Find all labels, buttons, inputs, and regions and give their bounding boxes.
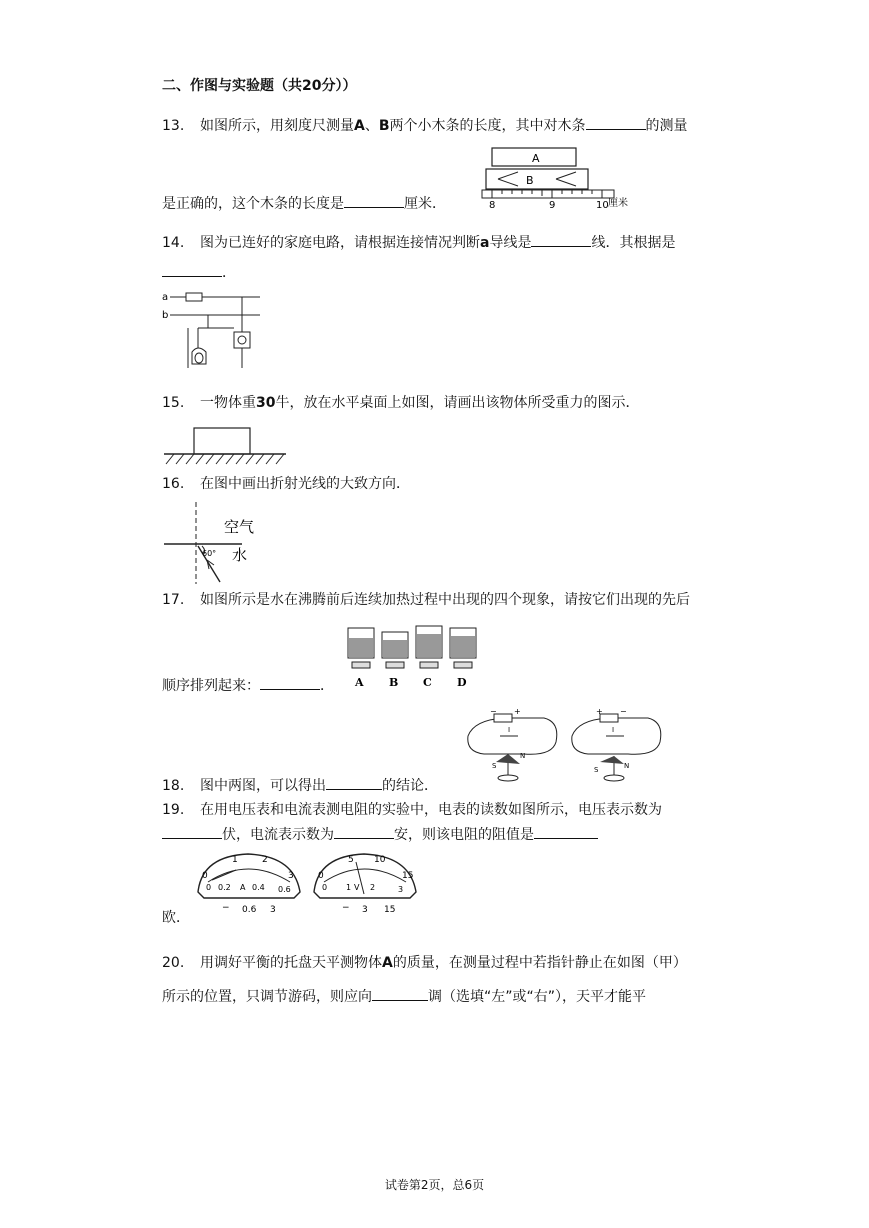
- ammeter-terminal-3: 3: [270, 905, 276, 915]
- ammeter-terminal-06: 0.6: [242, 905, 257, 915]
- question-13-line1: 13. 如图所示，用刻度尺测量A、B两个小木条的长度，其中对木条 的测量: [162, 115, 688, 136]
- question-number: 19.: [162, 802, 185, 818]
- answer-blank[interactable]: [162, 262, 222, 277]
- boiling-figure: [344, 622, 480, 690]
- answer-blank[interactable]: [260, 675, 320, 690]
- battery-minus-1: −: [490, 707, 497, 716]
- ruler-figure: [478, 144, 648, 210]
- wire-b-label: b: [162, 310, 169, 321]
- answer-blank[interactable]: [372, 986, 428, 1001]
- question-number: 17.: [162, 592, 185, 608]
- north-label-1: N: [520, 752, 526, 760]
- ammeter-top-1: 1: [232, 855, 238, 865]
- question-number: 16.: [162, 476, 185, 492]
- air-label: 空气: [224, 518, 255, 536]
- current-label-2: I: [612, 726, 615, 734]
- beaker-b-label: B: [389, 676, 399, 689]
- water-label: 水: [232, 546, 248, 564]
- beaker-c-label: C: [423, 676, 432, 689]
- wire-a-label: a: [162, 292, 169, 303]
- ruler-tick-9: 9: [549, 200, 556, 211]
- ammeter-bottom-1: 0.2: [218, 883, 231, 892]
- question-17-line1: 17. 如图所示是水在沸腾前后连续加热过程中出现的四个现象，请按它们出现的先后: [162, 592, 690, 608]
- household-circuit-figure: [160, 288, 270, 372]
- answer-blank[interactable]: [534, 824, 598, 839]
- question-13-line2: 是正确的，这个木条的长度是 厘米．: [162, 193, 446, 214]
- north-label-2: N: [624, 762, 630, 770]
- voltmeter-top-0: 0: [318, 871, 324, 881]
- angle-label: 60°: [202, 549, 217, 558]
- question-number: 13.: [162, 118, 185, 134]
- question-number: 15.: [162, 395, 185, 411]
- ruler-tick-8: 8: [489, 200, 496, 211]
- voltmeter-bottom-3: 3: [398, 885, 404, 894]
- ruler-tick-10: 10: [596, 200, 609, 211]
- ruler-unit: 厘米: [608, 198, 628, 209]
- voltmeter-top-5: 5: [348, 855, 354, 865]
- question-number: 20.: [162, 955, 185, 971]
- refraction-figure: [162, 500, 272, 588]
- ammeter-top-2: 2: [262, 855, 268, 865]
- question-17-line2: 顺序排列起来： ．: [162, 675, 334, 696]
- answer-blank[interactable]: [326, 775, 382, 790]
- bar-a-label: A: [532, 152, 540, 165]
- voltmeter-bottom-1: 1: [346, 883, 352, 892]
- beaker-d-label: D: [457, 676, 467, 689]
- voltmeter-unit: V: [354, 883, 360, 892]
- beaker-a-label: A: [355, 676, 364, 689]
- voltmeter-bottom-0: 0: [322, 883, 328, 892]
- meters-figure: [194, 850, 434, 916]
- ammeter-bottom-3: 0.4: [252, 883, 265, 892]
- current-label-1: I: [508, 726, 511, 734]
- ammeter-top-0: 0: [202, 871, 208, 881]
- south-label-2: S: [594, 766, 599, 774]
- voltmeter-top-10: 10: [374, 855, 386, 865]
- ammeter-bottom-4: 0.6: [278, 885, 291, 894]
- question-19-line2: 伏，电流表示数为 安，则该电阻的阻值是: [162, 824, 598, 845]
- question-14-line1: 14. 图为已连好的家庭电路，请根据连接情况判断a导线是 线．其根据是: [162, 232, 675, 253]
- voltmeter-bottom-2: 2: [370, 883, 376, 892]
- voltmeter-terminal-neg: −: [342, 903, 350, 913]
- question-19-line1: 19. 在用电压表和电流表测电阻的实验中，电表的读数如图所示，电压表示数为: [162, 802, 662, 818]
- ammeter-terminal-neg: −: [222, 903, 230, 913]
- bar-b-label: B: [526, 174, 534, 187]
- answer-blank[interactable]: [586, 115, 646, 130]
- section-title: 二、作图与实验题（共20分））: [162, 78, 357, 94]
- battery-plus-2: +: [596, 707, 603, 716]
- question-16-line1: 16. 在图中画出折射光线的大致方向．: [162, 476, 410, 492]
- answer-blank[interactable]: [334, 824, 394, 839]
- question-15-line1: 15. 一物体重30牛，放在水平桌面上如图，请画出该物体所受重力的图示．: [162, 395, 640, 411]
- ammeter-top-3: 3: [288, 871, 294, 881]
- answer-blank[interactable]: [162, 824, 222, 839]
- battery-minus-2: −: [620, 707, 627, 716]
- question-20-line2: 所示的位置，只调节游码，则应向 调（选填“左”或“右”），天平才能平: [162, 986, 646, 1007]
- table-object-figure: [162, 424, 288, 464]
- question-18-line1: 18. 图中两图，可以得出 的结论．: [162, 775, 438, 796]
- question-number: 14.: [162, 235, 185, 251]
- ammeter-bottom-0: 0: [206, 883, 212, 892]
- page-footer: 试卷第2页，总6页: [384, 1178, 485, 1192]
- voltmeter-terminal-3: 3: [362, 905, 368, 915]
- answer-blank[interactable]: [531, 232, 591, 247]
- question-20-line1: 20. 用调好平衡的托盘天平测物体A的质量，在测量过程中若指针静止在如图（甲）: [162, 955, 687, 971]
- voltmeter-top-15: 15: [402, 871, 414, 881]
- question-number: 18.: [162, 778, 185, 794]
- answer-blank[interactable]: [344, 193, 404, 208]
- voltmeter-terminal-15: 15: [384, 905, 396, 915]
- question-14-line2: ．: [162, 262, 236, 283]
- ammeter-unit: A: [240, 883, 246, 892]
- electromagnet-figure: [464, 706, 664, 786]
- south-label-1: S: [492, 762, 497, 770]
- battery-plus-1: +: [514, 707, 521, 716]
- question-19-line3: 欧．: [162, 910, 190, 926]
